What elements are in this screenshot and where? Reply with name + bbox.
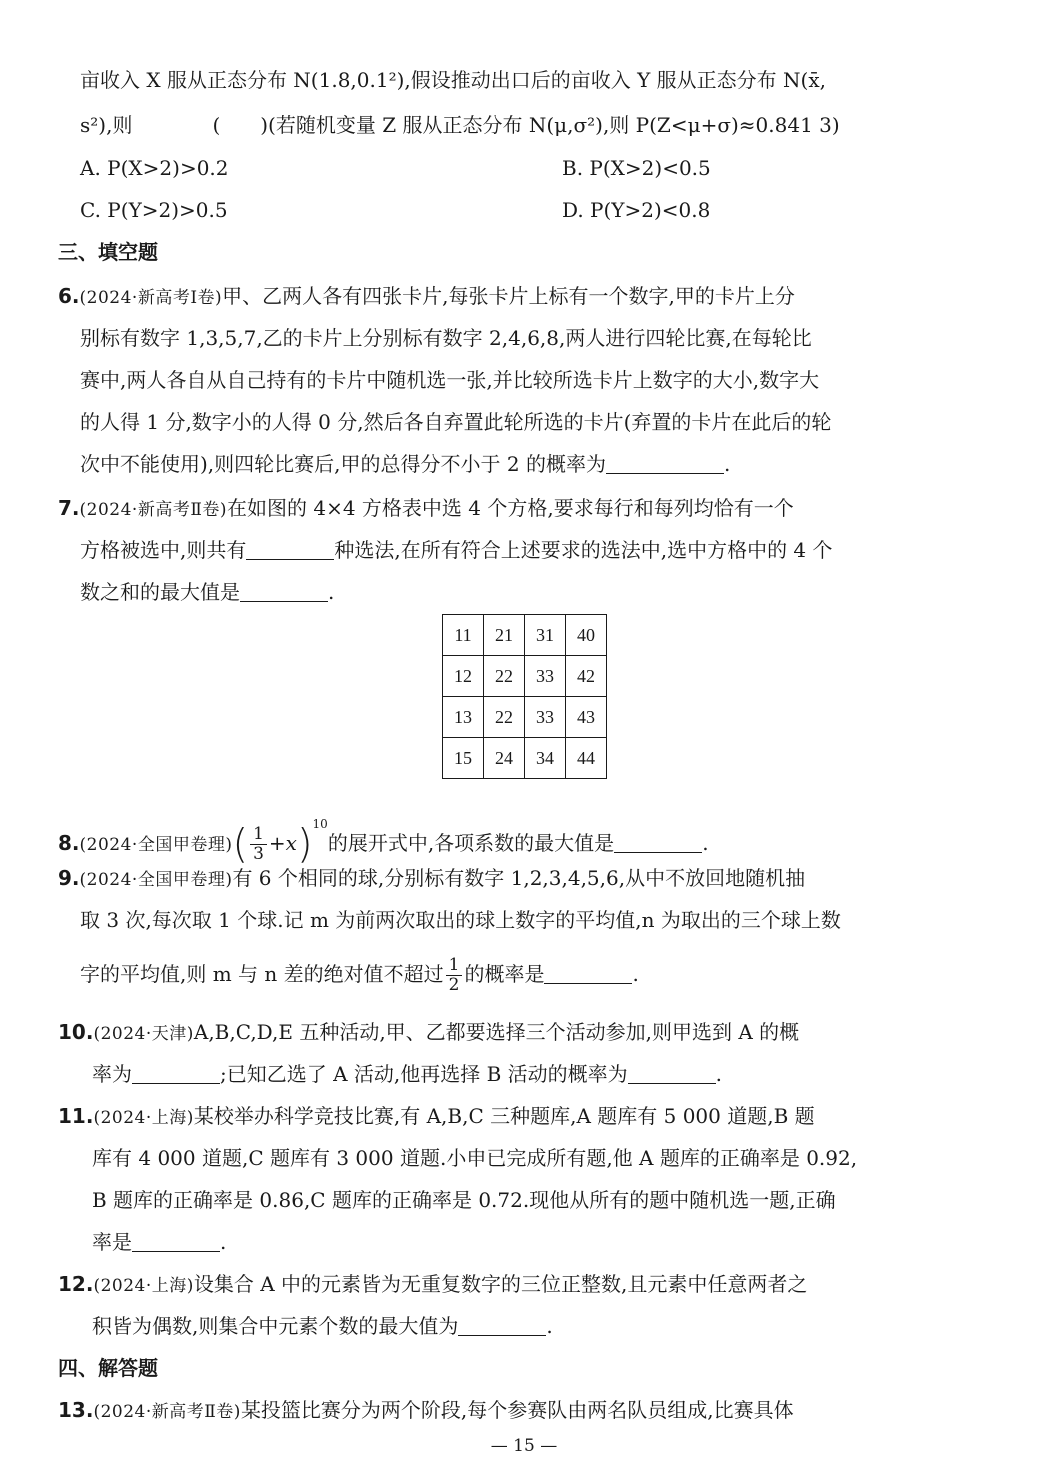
question-text: 在如图的 4×4 方格表中选 4 个方格,要求每行和每列均恰有一个 [227, 496, 794, 520]
question-source: (2024·全国甲卷理) [79, 870, 233, 890]
period: . [220, 1230, 227, 1254]
question-text: 字的平均值,则 m 与 n 差的绝对值不超过 [80, 962, 444, 986]
question-9-line-2: 取 3 次,每次取 1 个球.记 m 为前两次取出的球上数字的平均值,n 为取出的三个球上数 [80, 908, 841, 932]
question-number: 6. [58, 284, 80, 308]
question-11 [58, 1104, 815, 1130]
period: . [702, 831, 709, 855]
answer-blank[interactable] [544, 963, 632, 984]
question-6-line-3: 赛中,两人各自从自己持有的卡片中随机选一张,并比较所选卡片上数字的大小,数字大 [80, 368, 820, 392]
question-text: 积皆为偶数,则集合中元素个数的最大值为 [92, 1314, 459, 1338]
period: . [328, 580, 335, 604]
question-text: 次中不能使用),则四轮比赛后,甲的总得分不小于 2 的概率为 [80, 452, 606, 476]
table-row [443, 697, 607, 738]
period: . [546, 1314, 553, 1338]
table-cell: 43 [566, 697, 607, 738]
question-12-line-2 [92, 1314, 553, 1338]
left-paren: ( [232, 821, 249, 868]
table-cell: 33 [525, 656, 566, 697]
answer-blank[interactable] [458, 1315, 546, 1336]
period: . [715, 1062, 723, 1086]
question-number: 11. [58, 1104, 94, 1128]
question-number: 7. [58, 496, 80, 520]
fraction [446, 956, 463, 995]
option-c: C. P(Y>2)>0.5 [80, 198, 228, 222]
exponent: 10 [312, 817, 328, 831]
question-6 [58, 284, 795, 310]
question-text: 数之和的最大值是 [80, 580, 240, 604]
section-heading-solutions: 四、解答题 [58, 1356, 158, 1380]
answer-blank[interactable] [614, 832, 702, 853]
question-number: 8. [58, 831, 80, 855]
question-source: (2024·新高考Ⅱ卷) [79, 500, 228, 520]
table-cell: 44 [566, 738, 607, 779]
option-b: B. P(X>2)<0.5 [562, 156, 711, 180]
option-d: D. P(Y>2)<0.8 [562, 198, 711, 222]
fraction [250, 825, 267, 864]
question-text: 某校举办科学竞技比赛,有 A,B,C 三种题库,A 题库有 5 000 道题,B 题 [193, 1104, 815, 1128]
question-11-line-4 [92, 1230, 226, 1254]
question-text: 的概率是 [464, 962, 545, 986]
question-13 [58, 1398, 794, 1424]
question-number: 10. [58, 1020, 94, 1044]
question-text: 有 6 个相同的球,分别标有数字 1,2,3,4,5,6,从中不放回地随机抽 [232, 866, 806, 890]
answer-blank[interactable] [246, 539, 334, 560]
answer-blank[interactable] [606, 453, 724, 474]
question-source: (2024·上海) [93, 1108, 194, 1128]
fraction-numerator: 1 [250, 825, 267, 845]
question-9 [58, 866, 805, 892]
question-6-line-4: 的人得 1 分,数字小的人得 0 分,然后各自弃置此轮所选的卡片(弃置的卡片在此后的轮 [80, 410, 832, 434]
question-text: 方格被选中,则共有 [80, 538, 247, 562]
answer-blank[interactable] [132, 1231, 220, 1252]
question-11-line-3: B 题库的正确率是 0.86,C 题库的正确率是 0.72.现他从所有的题中随机选一题,正确 [92, 1188, 836, 1212]
question-10 [58, 1020, 799, 1046]
period: . [723, 452, 731, 476]
expression: +x [268, 831, 297, 855]
question-text: 甲、乙两人各有四张卡片,每张卡片上标有一个数字,甲的卡片上分 [222, 284, 795, 308]
question-9-line-3 [80, 950, 639, 998]
question-source: (2024·全国甲卷理) [79, 835, 233, 855]
question-6-line-2: 别标有数字 1,3,5,7,乙的卡片上分别标有数字 2,4,6,8,两人进行四轮比赛,在每轮比 [80, 326, 812, 350]
question-7 [58, 496, 794, 522]
question-text: 种选法,在所有符合上述要求的选法中,选中方格中的 4 个 [334, 538, 833, 562]
question-number: 9. [58, 866, 80, 890]
question-text: A,B,C,D,E 五种活动,甲、乙都要选择三个活动参加,则甲选到 A 的概 [193, 1020, 800, 1044]
question-7-line-3 [80, 580, 334, 604]
table-cell: 11 [443, 615, 484, 656]
right-paren: ) [296, 821, 313, 868]
question-8 [58, 800, 709, 869]
answer-blank[interactable] [132, 1063, 220, 1084]
question-number: 13. [58, 1398, 94, 1422]
question-11-line-2: 库有 4 000 道题,C 题库有 3 000 道题.小申已完成所有题,他 A 题库的正确率是 0.92, [92, 1146, 858, 1170]
option-a: A. P(X>2)>0.2 [80, 156, 229, 180]
table-row [443, 615, 607, 656]
table-cell: 13 [443, 697, 484, 738]
question-number: 12. [58, 1272, 94, 1296]
question-source: (2024·新高考Ⅱ卷) [93, 1402, 241, 1422]
section-heading-fill-in: 三、填空题 [58, 240, 158, 264]
table-cell: 33 [525, 697, 566, 738]
fraction-denominator: 3 [253, 844, 264, 864]
fraction-denominator: 2 [448, 975, 460, 995]
question-6-line-5 [80, 452, 730, 476]
prev-question-line-1: 亩收入 X 服从正态分布 N(1.8,0.1²),假设推动出口后的亩收入 Y 服从正态分布 N(x̄, [80, 68, 826, 92]
question-text: 率为 [92, 1062, 132, 1086]
table-cell: 42 [566, 656, 607, 697]
question-text: 某投篮比赛分为两个阶段,每个参赛队由两名队员组成,比赛具体 [240, 1398, 794, 1422]
question-text: 的展开式中,各项系数的最大值是 [327, 831, 615, 855]
answer-blank[interactable] [240, 581, 328, 602]
table-cell: 12 [443, 656, 484, 697]
table-cell: 24 [484, 738, 525, 779]
question-text: 设集合 A 中的元素皆为无重复数字的三位正整数,且元素中任意两者之 [193, 1272, 808, 1296]
page-number: — 15 — [490, 1436, 558, 1456]
question-text: ;已知乙选了 A 活动,他再选择 B 活动的概率为 [220, 1062, 628, 1086]
question-text: 率是 [92, 1230, 132, 1254]
prev-question-line-2: s²),则 ( )(若随机变量 Z 服从正态分布 N(μ,σ²),则 P(Z<μ+σ)≈0.841 3) [80, 113, 840, 137]
question-source: (2024·上海) [93, 1276, 194, 1296]
table-cell: 31 [525, 615, 566, 656]
table-row [443, 738, 607, 779]
question-10-line-2 [92, 1062, 722, 1086]
table-cell: 21 [484, 615, 525, 656]
period: . [632, 962, 639, 986]
fraction-numerator: 1 [446, 956, 463, 976]
question-source: (2024·新高考Ⅰ卷) [79, 288, 223, 308]
table-cell: 22 [484, 656, 525, 697]
table-cell: 40 [566, 615, 607, 656]
question-7-line-2 [80, 538, 833, 562]
question-source: (2024·天津) [93, 1024, 194, 1044]
table-row [443, 656, 607, 697]
answer-blank[interactable] [628, 1063, 716, 1084]
table-cell: 22 [484, 697, 525, 738]
question-12 [58, 1272, 807, 1298]
grid-table [442, 614, 607, 779]
table-cell: 15 [443, 738, 484, 779]
table-cell: 34 [525, 738, 566, 779]
